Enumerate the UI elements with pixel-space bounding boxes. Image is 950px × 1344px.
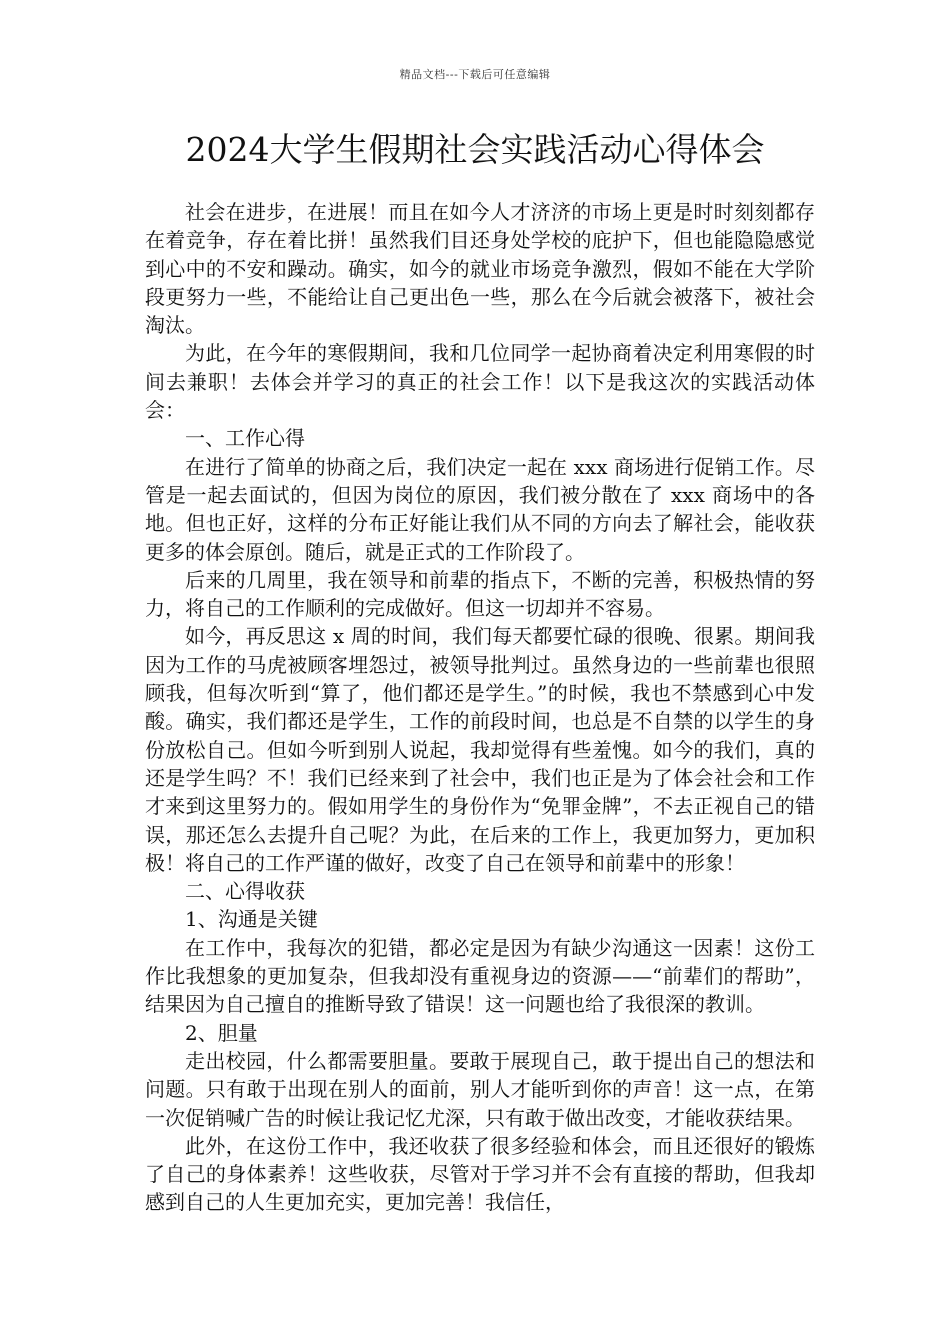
paragraph-work-weeks: 后来的几周里，我在领导和前辈的指点下，不断的完善，积极热情的努力，将自己的工作顺利的完成做好。但这一切却并不容易。 — [145, 567, 815, 621]
section-heading-work: 一、工作心得 — [185, 426, 305, 451]
paragraph-courage: 走出校园，什么都需要胆量。要敢于展现自己，敢于提出自己的想法和问题。只有敢于出现在别人的面前，别人才能听到你的声音！这一点，在第一次促销喊广告的时候让我记忆尤深，只有敢于做出改变，才能收获结果。 — [145, 1048, 815, 1130]
document-title: 2024大学生假期社会实践活动心得体会 — [185, 130, 765, 169]
subheading-communication: 1、沟通是关键 — [185, 907, 318, 932]
section-heading-gains: 二、心得收获 — [185, 879, 305, 904]
paragraph-work-start: 在进行了简单的协商之后，我们决定一起在 xxx 商场进行促销工作。尽管是一起去面试的，但因为岗位的原因，我们被分散在了 xxx 商场中的各地。但也正好，这样的分布正好能让我们从不同的方向去了解社会，能收获更多的体会原创。随后，就是正式的工作阶段了。 — [145, 454, 815, 564]
subheading-courage: 2、胆量 — [185, 1020, 258, 1045]
paragraph-additional: 此外，在这份工作中，我还收获了很多经验和体会，而且还很好的锻炼了自己的身体素养！这些收获，尽管对于学习并不会有直接的帮助，但我却感到自己的人生更加充实，更加完善！我信任， — [145, 1133, 815, 1215]
paragraph-reflection: 如今，再反思这 x 周的时间，我们每天都要忙碌的很晚、很累。期间我因为工作的马虎被顾客埋怨过，被领导批判过。虽然身边的一些前辈也很照顾我，但每次听到“算了，他们都还是学生。”的时候，我也不禁感到心中发酸。确实，我们都还是学生，工作的前段时间，也总是不自禁的以学生的身份放松自己。但如今听到别人说起，我却觉得有些羞愧。如今的我们，真的还是学生吗？不！我们已经来到了社会中，我们也正是为了体会社会和工作才来到这里努力的。假如用学生的身份作为“免罪金牌”，不去正视自己的错误，那还怎么去提升自己呢？为此，在后来的工作上，我更加努力，更加积极！将自己的工作严谨的做好，改变了自己在领导和前辈中的形象！ — [145, 624, 815, 875]
header-note: 精品文档---下载后可任意编辑 — [399, 68, 551, 81]
paragraph-communication: 在工作中，我每次的犯错，都必定是因为有缺少沟通这一因素！这份工作比我想象的更加复杂，但我却没有重视身边的资源——“前辈们的帮助”，结果因为自己擅自的推断导致了错误！这一问题也给了我很深的教训。 — [145, 935, 815, 1017]
paragraph-intro: 社会在进步，在进展！而且在如今人才济济的市场上更是时时刻刻都存在着竞争，存在着比拼！虽然我们目还身处学校的庇护下，但也能隐隐感觉到心中的不安和躁动。确实，如今的就业市场竞争激烈，假如不能在大学阶段更努力一些，不能给让自己更出色一些，那么在今后就会被落下，被社会淘汰。 — [145, 200, 815, 338]
document-body — [145, 198, 815, 1217]
paragraph-plan: 为此，在今年的寒假期间，我和几位同学一起协商着决定利用寒假的时间去兼职！去体会并学习的真正的社会工作！以下是我这次的实践活动体会： — [145, 341, 815, 423]
